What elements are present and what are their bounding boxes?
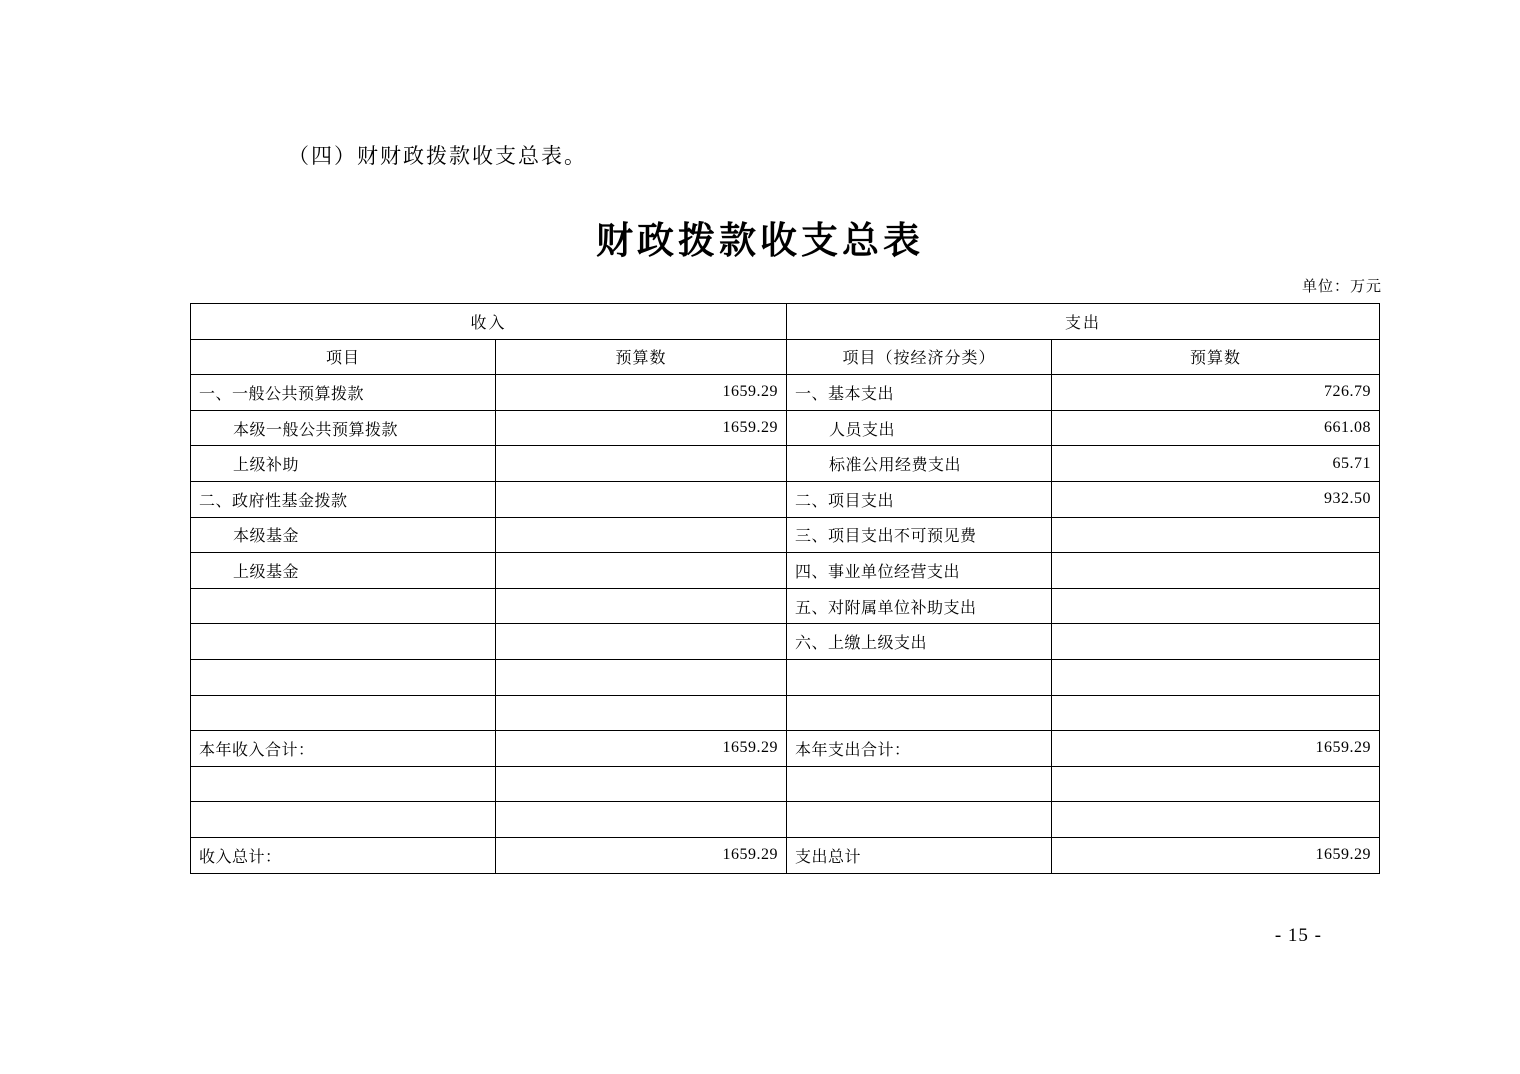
table-row xyxy=(191,731,1380,767)
cell-income-value: 1659.29 xyxy=(496,410,787,446)
cell-income-item: 收入总计： xyxy=(191,837,496,873)
column-header-income-item: 项目 xyxy=(191,339,496,375)
cell-income-item xyxy=(191,659,496,695)
budget-table-container xyxy=(190,303,1379,874)
cell-expense-item: 六、上缴上级支出 xyxy=(787,624,1052,660)
cell-expense-item: 五、对附属单位补助支出 xyxy=(787,588,1052,624)
table-row xyxy=(191,410,1380,446)
group-header-expense: 支出 xyxy=(787,304,1380,340)
cell-expense-item: 一、基本支出 xyxy=(787,375,1052,411)
cell-expense-item xyxy=(787,802,1052,838)
cell-income-item: 上级补助 xyxy=(191,446,496,482)
budget-table xyxy=(190,303,1380,874)
table-body xyxy=(191,304,1380,874)
cell-income-value xyxy=(496,802,787,838)
cell-income-value xyxy=(496,588,787,624)
cell-expense-item: 标准公用经费支出 xyxy=(787,446,1052,482)
cell-income-item: 二、政府性基金拨款 xyxy=(191,481,496,517)
table-column-header-row xyxy=(191,339,1380,375)
cell-expense-value xyxy=(1052,624,1380,660)
cell-income-value xyxy=(496,446,787,482)
column-header-expense-budget: 预算数 xyxy=(1052,339,1380,375)
table-row xyxy=(191,766,1380,802)
cell-expense-item xyxy=(787,695,1052,731)
cell-expense-value: 1659.29 xyxy=(1052,837,1380,873)
cell-income-value xyxy=(496,766,787,802)
table-row xyxy=(191,446,1380,482)
cell-expense-value: 1659.29 xyxy=(1052,731,1380,767)
cell-expense-item: 人员支出 xyxy=(787,410,1052,446)
cell-expense-value xyxy=(1052,588,1380,624)
cell-expense-value xyxy=(1052,553,1380,589)
cell-income-value: 1659.29 xyxy=(496,731,787,767)
cell-expense-item: 四、事业单位经营支出 xyxy=(787,553,1052,589)
table-row xyxy=(191,481,1380,517)
cell-income-value: 1659.29 xyxy=(496,837,787,873)
cell-expense-value: 726.79 xyxy=(1052,375,1380,411)
cell-expense-value: 65.71 xyxy=(1052,446,1380,482)
cell-expense-value xyxy=(1052,659,1380,695)
cell-expense-item: 三、项目支出不可预见费 xyxy=(787,517,1052,553)
column-header-expense-item: 项目（按经济分类） xyxy=(787,339,1052,375)
cell-income-value xyxy=(496,695,787,731)
table-row xyxy=(191,695,1380,731)
cell-income-value xyxy=(496,517,787,553)
cell-expense-value xyxy=(1052,766,1380,802)
cell-income-item xyxy=(191,588,496,624)
cell-income-value xyxy=(496,481,787,517)
table-row xyxy=(191,553,1380,589)
cell-income-item xyxy=(191,802,496,838)
cell-expense-item xyxy=(787,766,1052,802)
column-header-income-budget: 预算数 xyxy=(496,339,787,375)
section-heading: （四）财财政拨款收支总表。 xyxy=(288,144,587,168)
page-title: 财政拨款收支总表 xyxy=(596,221,924,262)
cell-income-value xyxy=(496,659,787,695)
cell-expense-value: 932.50 xyxy=(1052,481,1380,517)
cell-income-item: 一、一般公共预算拨款 xyxy=(191,375,496,411)
cell-income-value xyxy=(496,624,787,660)
group-header-income: 收入 xyxy=(191,304,787,340)
cell-expense-value xyxy=(1052,695,1380,731)
table-row xyxy=(191,588,1380,624)
table-row xyxy=(191,837,1380,873)
cell-income-item: 上级基金 xyxy=(191,553,496,589)
table-group-header-row xyxy=(191,304,1380,340)
cell-income-item xyxy=(191,695,496,731)
table-row xyxy=(191,802,1380,838)
table-row xyxy=(191,659,1380,695)
page-number: - 15 - xyxy=(1274,925,1322,946)
cell-income-item xyxy=(191,766,496,802)
cell-expense-value: 661.08 xyxy=(1052,410,1380,446)
cell-expense-item xyxy=(787,659,1052,695)
cell-income-item xyxy=(191,624,496,660)
table-row xyxy=(191,375,1380,411)
table-row xyxy=(191,517,1380,553)
unit-note: 单位：万元 xyxy=(1301,279,1382,295)
cell-income-item: 本年收入合计： xyxy=(191,731,496,767)
cell-income-value xyxy=(496,553,787,589)
cell-income-item: 本级基金 xyxy=(191,517,496,553)
cell-expense-value xyxy=(1052,802,1380,838)
cell-expense-item: 二、项目支出 xyxy=(787,481,1052,517)
table-row xyxy=(191,624,1380,660)
cell-expense-item: 支出总计 xyxy=(787,837,1052,873)
cell-income-value: 1659.29 xyxy=(496,375,787,411)
cell-income-item: 本级一般公共预算拨款 xyxy=(191,410,496,446)
cell-expense-item: 本年支出合计： xyxy=(787,731,1052,767)
cell-expense-value xyxy=(1052,517,1380,553)
